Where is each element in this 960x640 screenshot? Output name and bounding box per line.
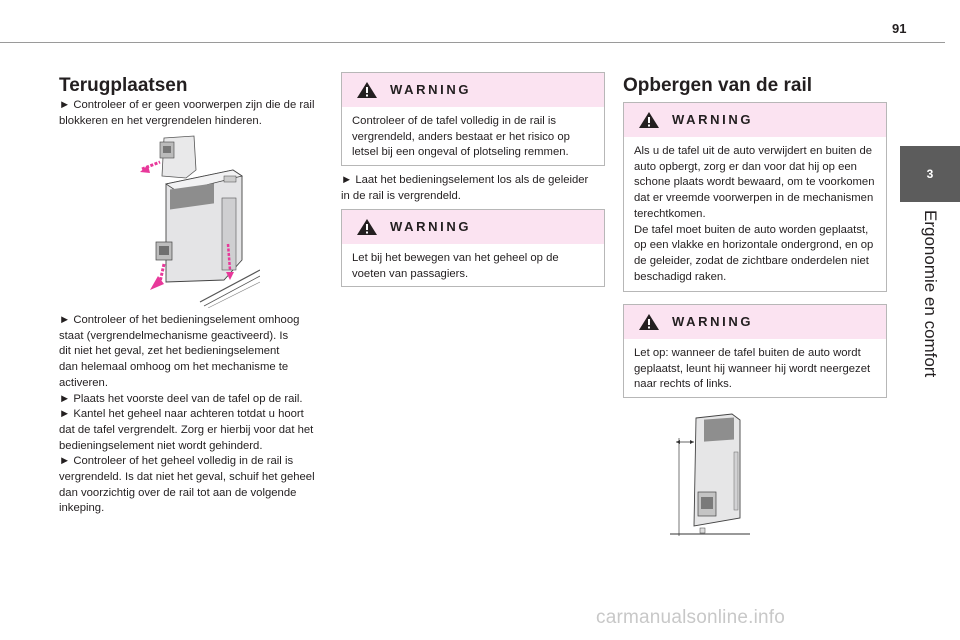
section-heading-opbergen: Opbergen van de rail — [623, 75, 812, 96]
text-line: ► Controleer of het geheel volledig in de rail is — [59, 455, 294, 468]
text-line: terechtkomen. — [634, 207, 706, 220]
footer-watermark: carmanualsonline.info — [596, 607, 786, 628]
warning-header — [342, 210, 604, 244]
warning-text — [342, 244, 604, 290]
text-line: schone plaats wordt bewaard, om te voorkomen — [634, 176, 875, 189]
intro-paragraph — [59, 98, 329, 129]
text-line: staat (vergrendelmechanisme geactiveerd). Is — [59, 329, 289, 342]
text-line: Als u de tafel uit de auto verwijdert en buiten de — [634, 145, 873, 157]
table-on-rail-illustration — [138, 132, 260, 308]
text-line: naar rechts of links. — [634, 378, 732, 391]
text-line: Controleer of de tafel volledig in de rail is — [352, 115, 557, 127]
section-heading-terugplaatsen: Terugplaatsen — [59, 75, 188, 96]
text-line: ► Kantel het geheel naar achteren totdat u hoort — [59, 408, 304, 421]
warning-box-tilting — [623, 304, 887, 398]
warning-box-locking — [341, 72, 605, 166]
procedure-paragraph — [59, 313, 329, 517]
warning-text — [624, 137, 886, 293]
warning-header — [342, 73, 604, 107]
header-rule — [0, 42, 945, 43]
text-line: ► Plaats het voorste deel van de tafel op de rail. — [59, 392, 303, 405]
release-step-paragraph — [341, 173, 609, 204]
page-number: 91 — [892, 21, 907, 36]
text-line: inkeping. — [59, 502, 105, 515]
warning-header — [624, 103, 886, 137]
warning-text — [342, 107, 604, 169]
warning-triangle-icon — [356, 81, 378, 99]
text-line: auto opbergt, zorg er dan voor dat hij op een — [634, 160, 857, 173]
warning-box-storage — [623, 102, 887, 292]
text-line: activeren. — [59, 376, 108, 389]
warning-text — [624, 339, 886, 401]
text-line: dat er vreemde voorwerpen in de mechanismen — [634, 192, 874, 205]
text-line: Let op: wanneer de tafel buiten de auto wordt — [634, 347, 861, 359]
warning-box-passenger-feet — [341, 209, 605, 287]
text-line: in de rail is vergrendeld. — [341, 189, 461, 202]
text-line: Let bij het bewegen van het geheel op de — [352, 252, 559, 264]
text-line: dan voorzichtig over de rail tot aan de volgende — [59, 486, 297, 499]
warning-label: WARNING — [390, 219, 472, 234]
warning-label: WARNING — [672, 314, 754, 329]
text-line: geplaatst, leunt hij wanneer hij wordt neergezet — [634, 362, 871, 375]
text-line: vergrendeld. Is dat niet het geval, schuif het geheel — [59, 471, 315, 484]
text-line: dit niet het geval, zet het bedieningselement — [59, 345, 280, 358]
text-line: voeten van passagiers. — [352, 267, 469, 280]
text-line: dat de tafel vergrendelt. Zorg er hierbij voor dat het — [59, 423, 314, 436]
text-line: ► Controleer of er geen voorwerpen zijn die de rail — [59, 99, 315, 111]
text-line: ► Controleer of het bedieningselement omhoog — [59, 314, 300, 326]
chapter-title: Ergonomie en comfort — [921, 210, 940, 378]
text-line: letsel bij een ongeval of plotseling remmen. — [352, 146, 569, 159]
text-line: dan helemaal omhoog om het mechanisme te — [59, 361, 289, 374]
text-line: bedieningselement niet wordt gehinderd. — [59, 439, 263, 452]
chapter-title-container — [900, 200, 960, 460]
text-line: vergrendeld, anders bestaat er het risico op — [352, 130, 570, 143]
warning-header — [624, 305, 886, 339]
text-line: beschadigd raken. — [634, 270, 727, 283]
warning-label: WARNING — [672, 112, 754, 127]
warning-triangle-icon — [638, 313, 660, 331]
text-line: op een vlakke en horizontale ondergrond, en op — [634, 239, 874, 252]
chapter-tab[interactable]: 3 — [900, 146, 960, 202]
text-line: de geleider, zodat de zichtbare onderdelen niet — [634, 254, 869, 267]
text-line: blokkeren en het vergrendelen hinderen. — [59, 114, 262, 127]
warning-triangle-icon — [356, 218, 378, 236]
warning-triangle-icon — [638, 111, 660, 129]
tilted-table-illustration — [670, 412, 754, 538]
text-line: De tafel moet buiten de auto worden geplaatst, — [634, 223, 869, 236]
warning-label: WARNING — [390, 82, 472, 97]
text-line: ► Laat het bedieningselement los als de geleider — [341, 174, 589, 186]
